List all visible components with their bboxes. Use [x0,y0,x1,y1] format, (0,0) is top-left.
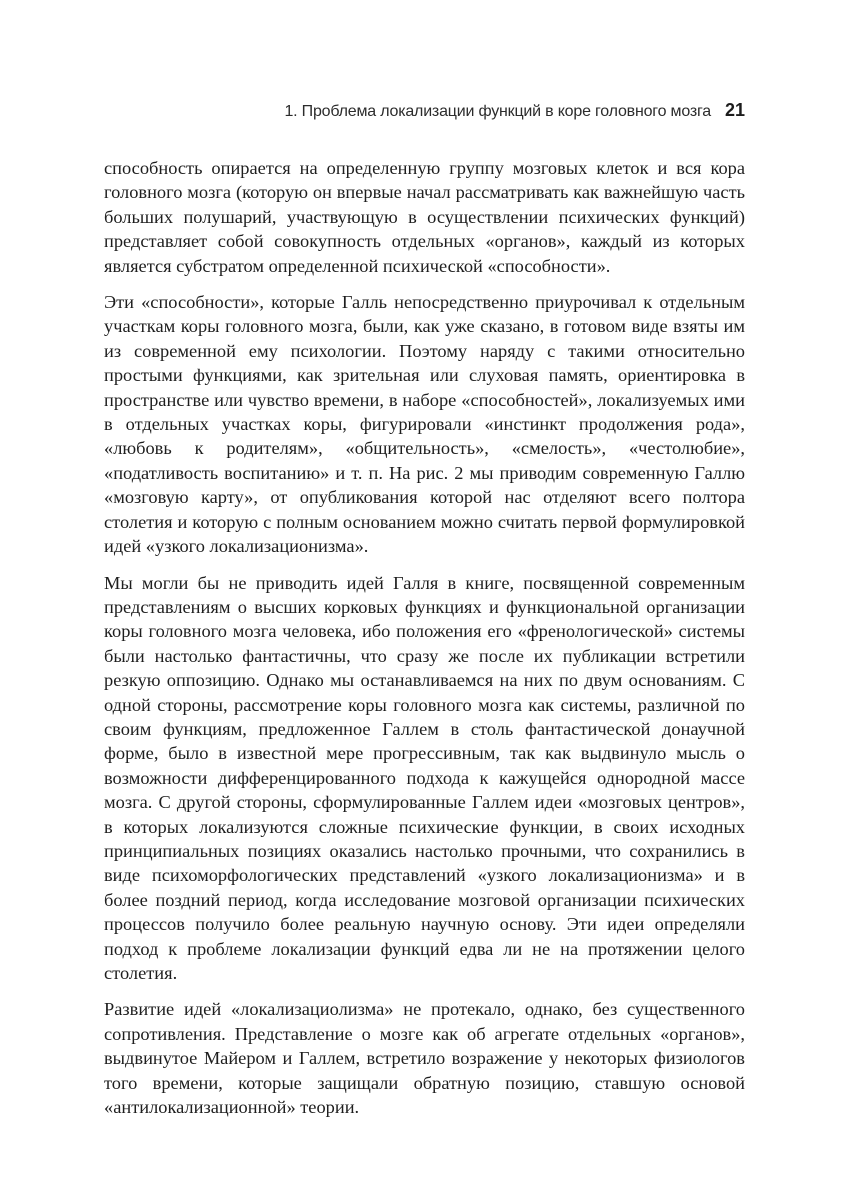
running-head [104,99,745,123]
page-number: 21 [724,100,745,120]
body-text [104,156,745,1131]
paragraph-2: Эти «способности», которые Галль непосредственно приурочивал к отдельным участкам коры головного мозга, были, как уже сказано, в готовом виде взяты им из современной ему психологии. Поэтому наряду с такими относительно простыми функциями, как зрительная или слуховая память, ориентировка в пространстве или чувство времени, в наборе «способностей», локализуемых ими в отдельных участках коры, фигурировали «инстинкт продолжения рода», «любовь к родителям», «общительность», «смелость», «честолюбие», «податливость воспитанию» и т. п. На рис. 2 мы приводим современную Галлю «мозговую карту», от опубликования которой нас отделяют всего полтора столетия и которую с полным основанием можно считать первой формулировкой идей «узкого локализационизма». [104,292,745,557]
paragraph-4: Развитие идей «локализациолизма» не протекало, однако, без существенного сопротивления. Представление о мозге как об агрегате отдельных «органов», выдвинутое Майером и Галлем, встретило возражение у некоторых физиологов того времени, которые защищали обратную позицию, ставшую основой «антилокализационной» теории. [104,999,745,1118]
paragraph-1: способность опирается на определенную группу мозговых клеток и вся кора головного мозга (которую он впервые начал рассматривать как важнейшую часть больших полушарий, участвующую в осуществлении психических функций) представляет собой совокупность отдельных «органов», каждый из которых является субстратом определенной психической «способности». [104,158,745,276]
chapter-title: 1. Проблема локализации функций в коре головного мозга [284,103,711,120]
paragraph-3: Мы могли бы не приводить идей Галля в книге, посвященной современным представлениям о высших корковых функциях и функциональной организации коры головного мозга человека, ибо положения его «френологической» системы были настолько фантастичны, что сразу же после их публикации встретили резкую оппозицию. Однако мы останавливаемся на них по двум основаниям. С одной стороны, рассмотрение коры головного мозга как системы, различной по своим функциям, предложенное Галлем в столь фантастической донаучной форме, было в известной мере прогрессивным, так как выдвинуло мысль о возможности дифференцированного подхода к кажущейся однородной массе мозга. С другой стороны, сформулированные Галлем идеи «мозговых центров», в которых локализуются сложные психические функции, в своих исходных принципиальных позициях оказались настолько прочными, что сохранились в виде психоморфологических представлений «узкого локализационизма» и в более поздний период, когда исследование мозговой организации психических процессов получило более реальную научную основу. Эти идеи определяли подход к проблеме локализации функций едва ли не на протяжении целого столетия. [104,572,745,983]
